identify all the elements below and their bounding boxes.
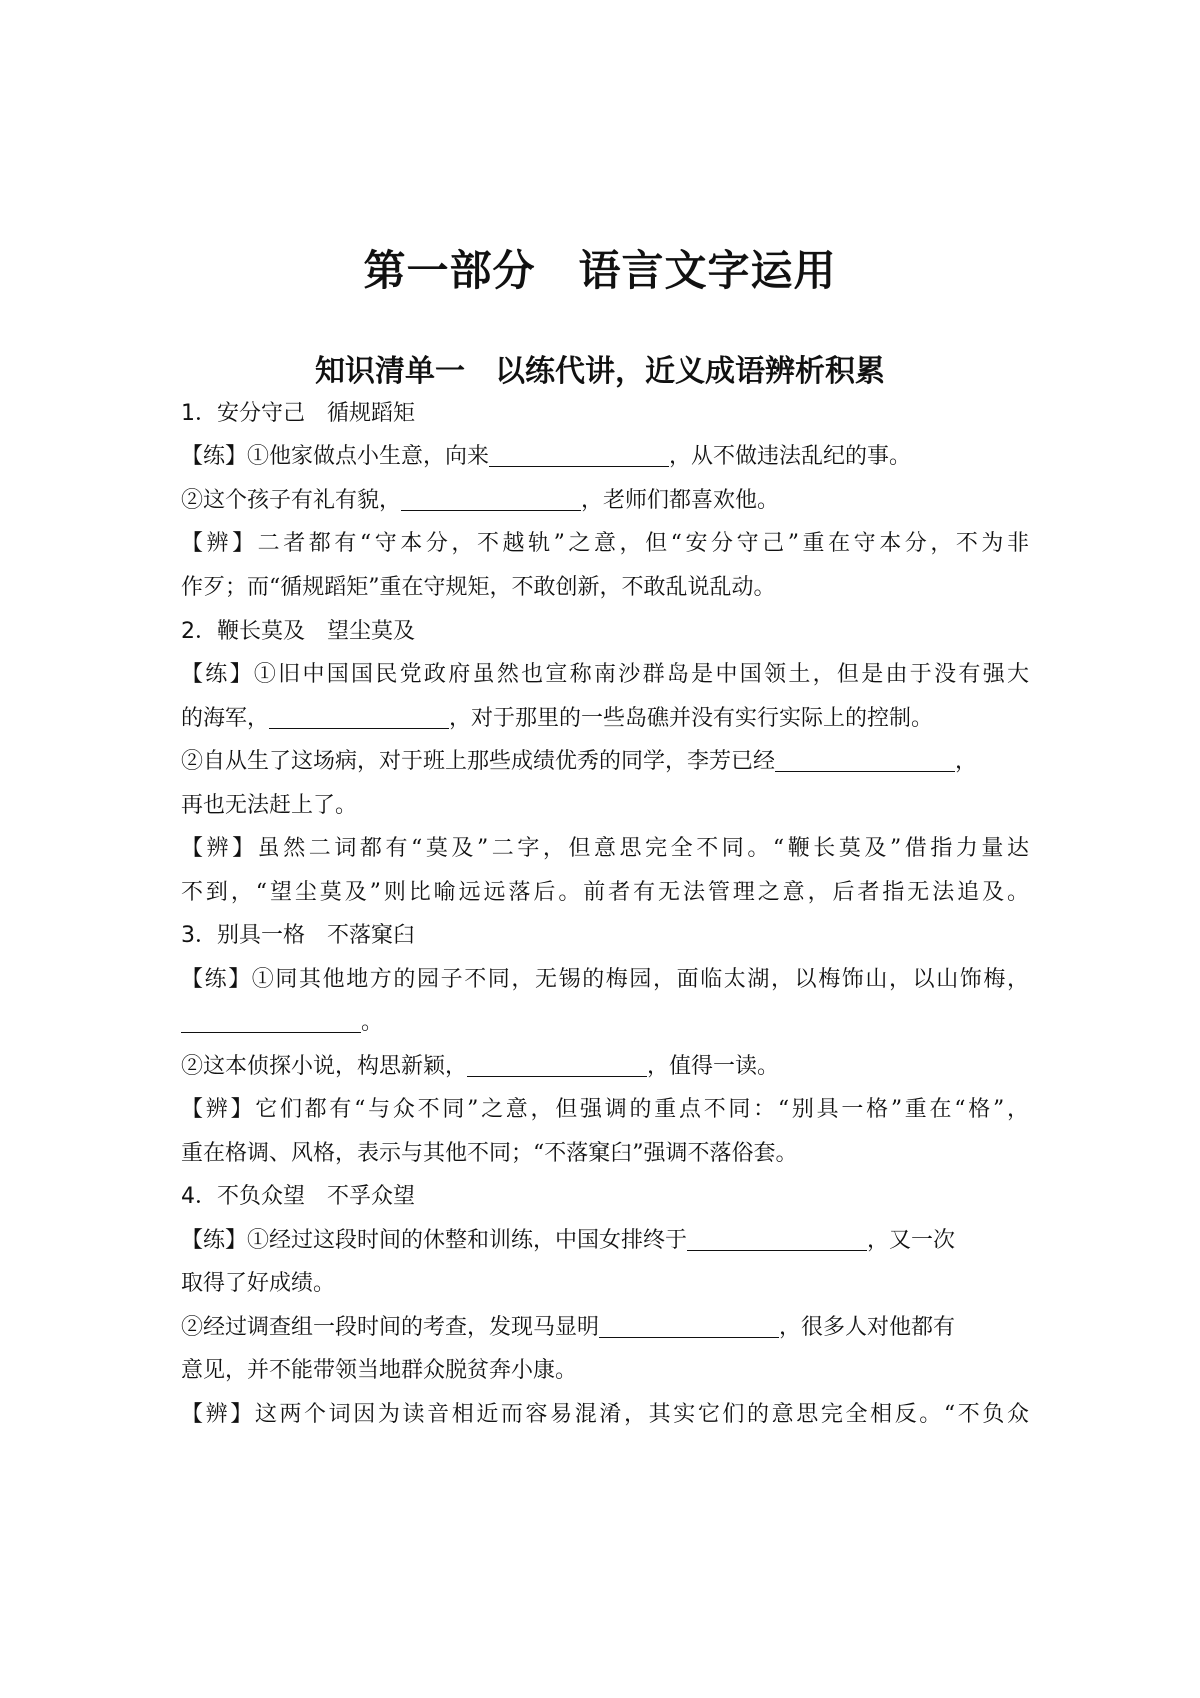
practice-line (181, 742, 1029, 782)
practice-text: ，很多人对他都有 (779, 1315, 956, 1340)
practice-text: ， (955, 749, 978, 774)
section-heading-1: 1．安分守己 循规蹈矩 (181, 401, 415, 426)
practice-line (181, 699, 1029, 739)
answer-blank (775, 745, 955, 772)
answer-blank (489, 440, 669, 467)
practice-line (181, 1047, 1029, 1087)
answer-blank (599, 1311, 779, 1338)
practice-line: 取得了好成绩。 (181, 1271, 336, 1296)
analysis-line: 作歹；而“循规蹈矩”重在守规矩，不敢创新，不敢乱说乱动。 (181, 575, 776, 600)
answer-blank (401, 484, 581, 511)
practice-line: 【练】①同其他地方的园子不同，无锡的梅园，面临太湖，以梅饰山，以山饰梅， (181, 967, 1029, 992)
practice-line (181, 481, 1029, 521)
practice-text: ②自从生了这场病，对于班上那些成绩优秀的同学，李芳已经 (181, 749, 776, 774)
section-heading-4: 4．不负众望 不孚众望 (181, 1184, 415, 1209)
practice-text: ，老师们都喜欢他。 (581, 488, 780, 513)
practice-text: ，又一次 (867, 1228, 956, 1253)
practice-text: 【练】①经过这段时间的休整和训练，中国女排终于 (181, 1228, 688, 1253)
practice-text: ，从不做违法乱纪的事。 (669, 444, 912, 469)
analysis-line: 【辨】二者都有“守本分，不越轨”之意，但“安分守己”重在守本分，不为非 (181, 531, 1029, 556)
practice-line: 【练】①旧中国国民党政府虽然也宣称南沙群岛是中国领土，但是由于没有强大 (181, 662, 1029, 687)
analysis-line: 重在格调、风格，表示与其他不同；“不落窠臼”强调不落俗套。 (181, 1141, 798, 1166)
practice-text: ②经过调查组一段时间的考查，发现马显明 (181, 1315, 600, 1340)
answer-blank (181, 1006, 361, 1033)
practice-line (181, 1003, 1029, 1043)
answer-blank (269, 702, 449, 729)
analysis-line: 【辨】这两个词因为读音相近而容易混淆，其实它们的意思完全相反。“不负众 (181, 1402, 1029, 1427)
analysis-line: 【辨】它们都有“与众不同”之意，但强调的重点不同：“别具一格”重在“格”， (181, 1097, 1029, 1122)
practice-line: 再也无法赶上了。 (181, 793, 358, 818)
practice-text: ，对于那里的一些岛礁并没有实行实际上的控制。 (449, 706, 934, 731)
practice-line: 意见，并不能带领当地群众脱贫奔小康。 (181, 1358, 578, 1383)
practice-line (181, 1221, 1029, 1261)
section-heading-2: 2．鞭长莫及 望尘莫及 (181, 619, 415, 644)
answer-blank (467, 1050, 647, 1077)
page-subtitle: 知识清单一 以练代讲，近义成语辨析积累 (315, 354, 885, 389)
practice-line (181, 437, 1029, 477)
practice-text: ，值得一读。 (647, 1054, 780, 1079)
page-title: 第一部分 语言文字运用 (363, 246, 837, 295)
practice-text: 的海军， (181, 706, 270, 731)
practice-text: ②这本侦探小说，构思新颖， (181, 1054, 468, 1079)
practice-text: 。 (361, 1010, 384, 1035)
practice-text: 【练】①他家做点小生意，向来 (181, 444, 490, 469)
practice-text: ②这个孩子有礼有貌， (181, 488, 402, 513)
analysis-line: 不到，“望尘莫及”则比喻远远落后。前者有无法管理之意，后者指无法追及。 (181, 880, 1029, 905)
section-heading-3: 3．别具一格 不落窠臼 (181, 923, 415, 948)
practice-line (181, 1308, 1029, 1348)
answer-blank (687, 1224, 867, 1251)
analysis-line: 【辨】虽然二词都有“莫及”二字，但意思完全不同。“鞭长莫及”借指力量达 (181, 836, 1029, 861)
